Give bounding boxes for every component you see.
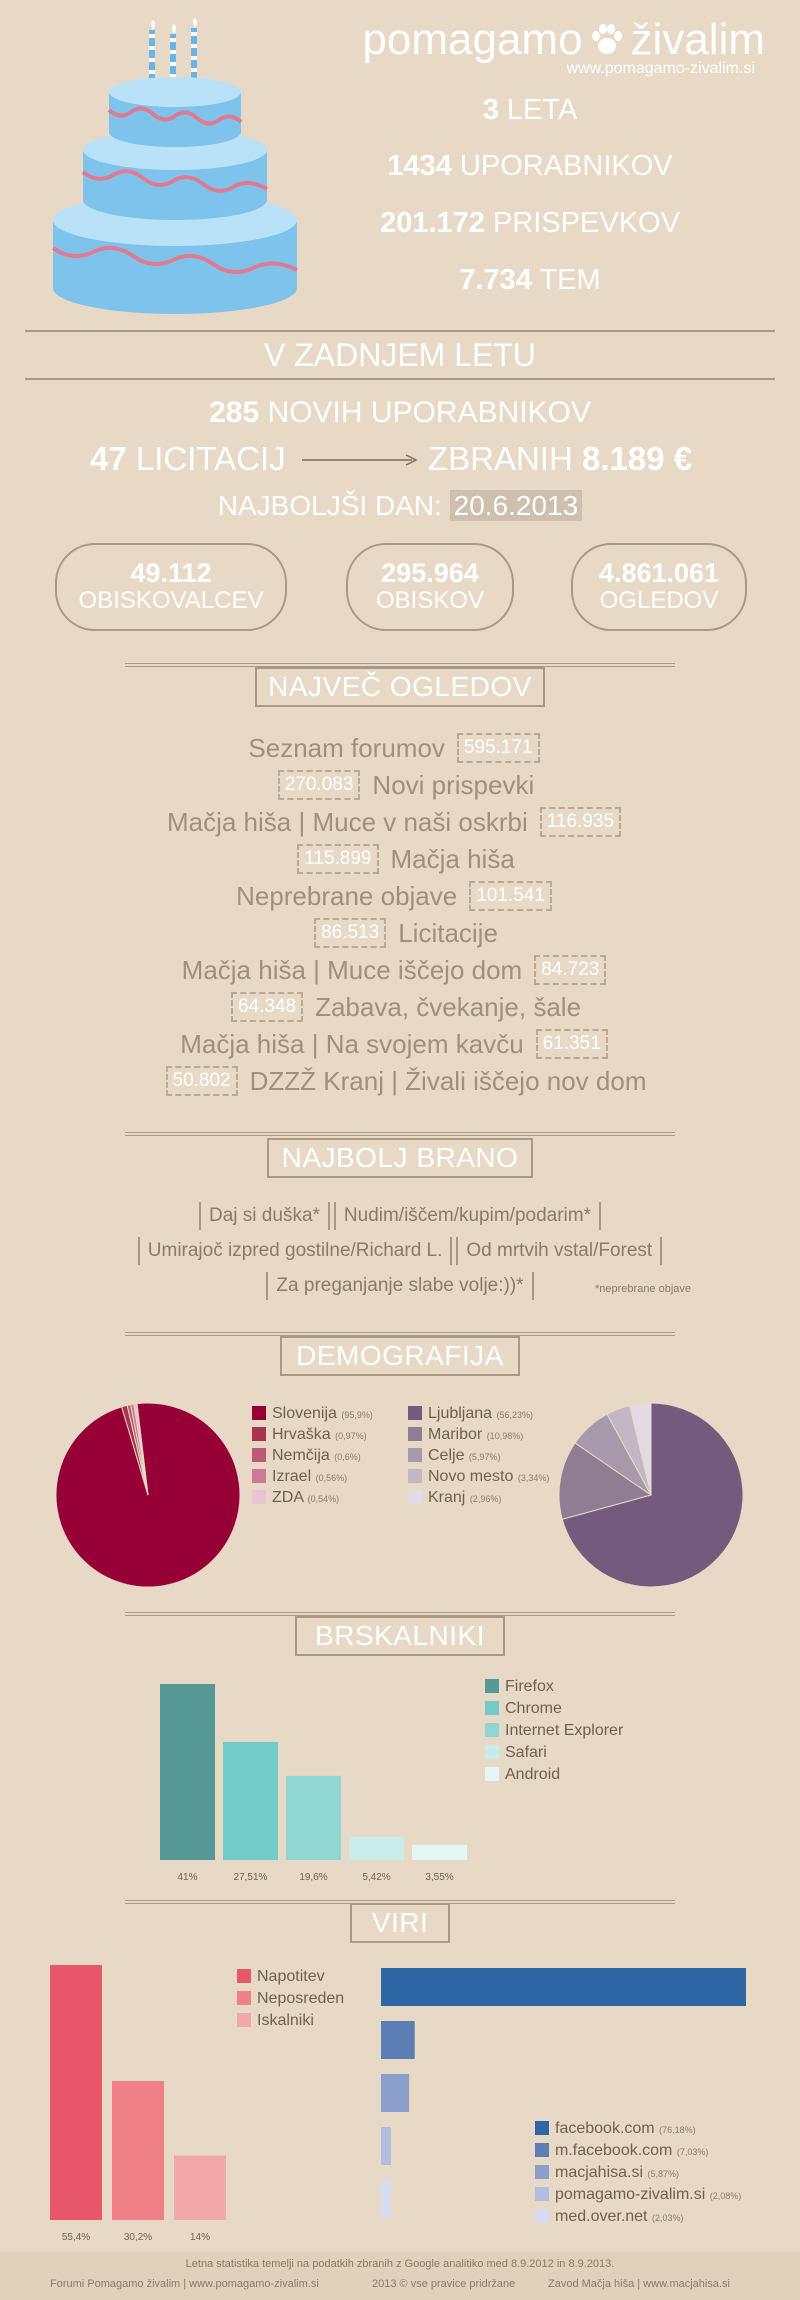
legend-swatch [408,1427,422,1441]
stat-users: 1434 UPORABNIKOV [387,150,673,182]
legend-label: macjahisa.si [555,2164,644,2181]
legend-swatch [408,1490,422,1504]
legend-percent: (76,18%) [659,2125,696,2135]
legend-swatch [535,2143,549,2157]
legend-swatch [408,1448,422,1462]
browser-bar [286,1776,341,1860]
legend-swatch [485,1767,499,1781]
top-views-row[interactable] [0,950,800,988]
legend-label: Celje [428,1447,465,1464]
cloud-visits: 295.964 OBISKOV [346,543,514,631]
browser-value-label: 41% [177,1872,198,1883]
referrer-bar [381,2021,415,2059]
country-legend-item [252,1403,373,1426]
top-views-row[interactable] [0,876,800,914]
legend-percent: (7,03%) [676,2147,709,2157]
stat-topics: 7.734 TEM [459,264,601,296]
legend-label: pomagamo-zivalim.si [555,2186,706,2203]
top-views-row[interactable] [0,802,800,840]
footer-link-zavod[interactable]: Zavod Mačja hiša | www.macjahisa.si [548,2278,730,2290]
legend-label: Iskalniki [257,2012,314,2029]
top-views-row[interactable] [0,728,800,766]
most-read-topic[interactable]: Nudim/iščem/kupim/podarim* [334,1202,601,1230]
top-views-count: 84.723 [534,955,606,985]
top-views-count: 86.513 [314,918,386,948]
country-legend-item [252,1424,367,1447]
referrer-bar [381,2180,391,2218]
site-url[interactable]: www.pomagamo-zivalim.si [566,60,755,77]
referrer-bar [381,2074,409,2112]
pie-chart-cities [558,1402,744,1588]
footer-note: Letna statistika temelji na podatkih zbranih z Google analitiko med 8.9.2012 in 8.9.2013. [185,2258,615,2270]
legend-label: Nemčija [272,1447,330,1464]
raised: ZBRANIH 8.189 € [428,440,693,477]
top-views-row[interactable] [0,765,800,803]
legend-swatch [485,1723,499,1737]
legend-label: Android [505,1766,561,1783]
divider [25,330,775,332]
top-views-page-name: Mačja hiša | Muce iščejo dom [181,955,523,986]
top-views-page-name: Neprebrane objave [236,881,458,912]
top-views-page-name: Mačja hiša | Muce v naši oskrbi [166,807,528,838]
most-read-row-1 [0,1202,800,1230]
legend-percent: (0,56%) [315,1473,348,1483]
browser-bar [349,1837,404,1860]
top-views-row[interactable] [0,1024,800,1062]
legend-percent: (2,03%) [651,2213,684,2223]
footer [0,2252,800,2300]
legend-percent: (0,54%) [307,1494,340,1504]
top-views-count: 61.351 [536,1029,608,1059]
legend-swatch [408,1406,422,1420]
top-views-row[interactable] [0,839,800,877]
legend-label: Ljubljana [428,1405,493,1422]
cloud-views: 4.861.061 OGLEDOV [571,543,747,631]
legend-swatch [535,2209,549,2223]
source-type-value-label: 14% [189,2232,211,2243]
browser-value-label: 5,42% [362,1872,391,1883]
top-views-count: 116.935 [540,807,621,837]
legend-label: Slovenija [272,1405,337,1422]
referrer-legend-item [535,2162,679,2185]
referrer-legend-item [535,2140,708,2163]
top-views-page-name: Seznam forumov [248,733,445,764]
section-title-last-year: V ZADNJEM LETU [263,337,537,373]
city-legend-item [408,1403,533,1426]
legend-percent: (2,08%) [709,2191,742,2201]
top-views-row[interactable] [0,987,800,1025]
pie-chart-countries [55,1402,241,1588]
browser-value-label: 3,55% [425,1872,454,1883]
top-views-page-name: Novi prispevki [372,770,535,801]
top-views-count: 64.348 [231,992,303,1022]
legend-percent: (56,23%) [496,1410,534,1420]
legend-swatch [252,1448,266,1462]
top-views-page-name: Mačja hiša [390,844,515,875]
legend-label: facebook.com [555,2120,655,2137]
legend-swatch [252,1469,266,1483]
top-views-count: 270.083 [278,770,361,800]
legend-label: ZDA [272,1489,304,1506]
legend-swatch [237,2013,251,2027]
source-type-bar [174,2156,226,2220]
legend-swatch [237,1969,251,1983]
legend-label: Maribor [428,1426,483,1443]
source-type-value-label: 30,2% [123,2232,153,2243]
legend-percent: (5,97%) [468,1452,501,1462]
legend-swatch [252,1490,266,1504]
legend-label: Hrvaška [272,1426,331,1443]
auctions: 47 LICITACIJ [90,440,286,477]
country-legend-item [252,1466,347,1489]
legend-label: Chrome [505,1700,562,1717]
section-title-browsers: BRSKALNIKI [295,1616,505,1656]
legend-swatch [408,1469,422,1483]
top-views-row[interactable] [0,913,800,951]
referrer-legend-item [535,2206,683,2229]
cake-illustration [45,20,305,320]
cloud-visitors: 49.112 OBISKOVALCEV [55,543,287,631]
referrer-legend-item [535,2118,696,2141]
legend-label: Kranj [428,1489,466,1506]
top-views-count: 115.899 [297,844,378,874]
most-read-note: *neprebrane objave [595,1283,692,1295]
divider [25,378,775,380]
legend-label: Neposreden [257,1990,345,2007]
referrer-legend-item [535,2184,741,2207]
browser-legend-item [485,1720,623,1742]
legend-percent: (10,98%) [486,1431,524,1441]
footer-link-forum[interactable]: Forumi Pomagamo živalim | www.pomagamo-zivalim.si [50,2278,319,2290]
top-views-page-name: Licitacije [398,918,498,949]
stat-posts: 201.172 PRISPEVKOV [380,207,680,239]
source-type-legend-item [237,1966,325,1988]
browser-bar [160,1684,215,1860]
referrer-bar [381,2127,391,2165]
source-type-bar [112,2081,164,2220]
top-views-page-name: Mačja hiša | Na svojem kavču [180,1029,524,1060]
bar-chart-source-types [50,1960,250,2243]
browser-bar [223,1742,278,1860]
stat-years: 3 LETA [482,94,578,126]
paw-icon [589,18,625,54]
source-type-value-label: 55,4% [61,2232,91,2243]
country-legend-item [252,1445,361,1468]
legend-swatch [485,1745,499,1759]
legend-label: Napotitev [257,1968,325,1985]
country-legend-item [252,1487,339,1510]
legend-percent: (2,96%) [469,1494,502,1504]
city-legend-item [408,1445,500,1468]
source-type-legend-item [237,1988,344,2010]
top-views-page-name: Zabava, čvekanje, šale [315,992,582,1023]
top-views-count: 101.541 [469,881,552,911]
legend-swatch [535,2165,549,2179]
bar-chart-browsers [160,1670,490,1883]
arrow-icon [302,452,420,468]
legend-percent: (5,87%) [647,2169,679,2179]
most-read-topic[interactable]: Umirajoč izpred gostilne/Richard L. [138,1237,453,1265]
logo-right: živalim [630,15,765,64]
most-read-topic[interactable]: Daj si duška* [199,1202,330,1230]
legend-label: Firefox [505,1678,554,1695]
top-views-count: 50.802 [166,1066,238,1096]
browser-value-label: 19,6% [299,1872,328,1883]
top-views-count: 595.171 [457,733,540,763]
referrer-bar [381,1968,746,2006]
legend-percent: (3,34%) [517,1473,550,1483]
footer-copyright: 2013 © vse pravice pridržane [372,2278,516,2290]
most-read-row-2 [0,1237,800,1265]
legend-label: Izrael [272,1468,312,1485]
new-users: 285 NOVIH UPORABNIKOV [209,396,591,429]
legend-label: med.over.net [555,2208,648,2225]
legend-swatch [252,1427,266,1441]
legend-swatch [535,2187,549,2201]
legend-label: Safari [505,1744,547,1761]
legend-label: Novo mesto [428,1468,514,1485]
legend-percent: (95,9%) [341,1410,373,1420]
browser-legend-item [485,1698,562,1720]
city-legend-item [408,1487,501,1510]
section-title-demographics: DEMOGRAFIJA [280,1336,520,1376]
browser-legend-item [485,1764,560,1786]
source-type-legend-item [237,2010,314,2032]
most-read-topic[interactable]: Od mrtvih vstal/Forest [456,1237,662,1265]
section-title-top-views: NAJVEČ OGLEDOV [255,667,545,707]
legend-percent: (0,6%) [334,1452,361,1462]
legend-swatch [252,1406,266,1420]
legend-label: Internet Explorer [505,1722,624,1739]
legend-swatch [535,2121,549,2135]
browser-bar [412,1845,467,1860]
city-legend-item [408,1466,549,1489]
best-day: NAJBOLJŠI DAN: 20.6.2013 [0,490,800,522]
most-read-topic[interactable]: Za preganjanje slabe volje:))* [266,1272,533,1300]
source-type-bar [50,1965,102,2220]
section-title-most-read: NAJBOLJ BRANO [267,1138,533,1178]
legend-swatch [485,1679,499,1693]
legend-percent: (0,97%) [335,1431,367,1441]
top-views-row[interactable] [0,1061,800,1099]
city-legend-item [408,1424,523,1447]
legend-swatch [485,1701,499,1715]
section-title-sources: VIRI [350,1903,450,1943]
browser-legend-item [485,1676,554,1698]
legend-swatch [237,1991,251,2005]
browser-legend-item [485,1742,547,1764]
top-views-page-name: DZZŽ Kranj | Živali iščejo nov dom [249,1066,647,1097]
legend-label: m.facebook.com [555,2142,673,2159]
divider [125,1132,675,1136]
logo-left: pomagamo [362,15,583,64]
browser-value-label: 27,51% [233,1872,268,1883]
logo[interactable] [305,14,765,66]
